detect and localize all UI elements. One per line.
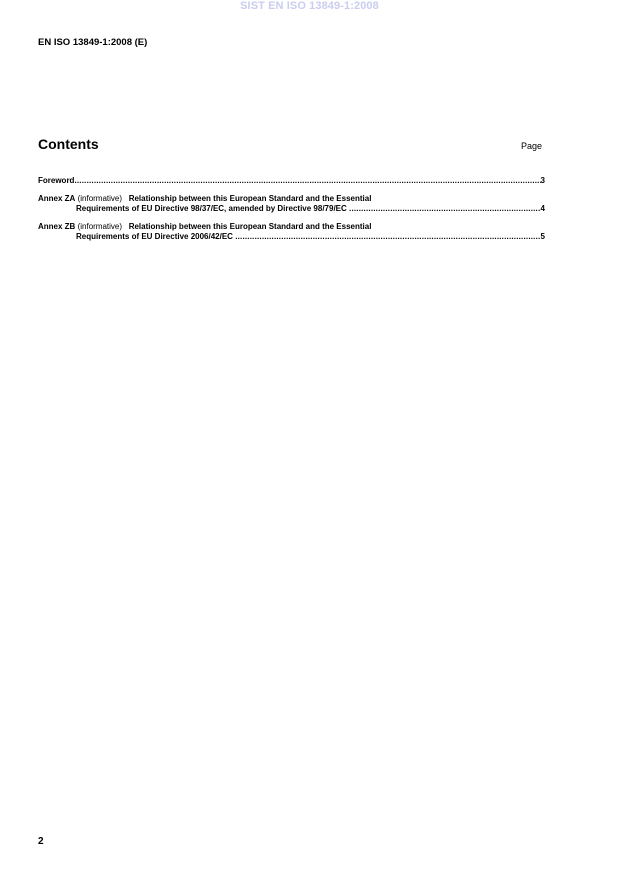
toc-entry-title: Relationship between this European Standard and the Essential <box>128 194 372 203</box>
toc-entry-annex-zb[interactable] <box>38 222 545 242</box>
leader-dots <box>235 232 540 242</box>
toc-entry-annex-za[interactable] <box>38 194 545 214</box>
toc-entry-label: Annex ZA <box>38 194 76 203</box>
toc-page-number: 3 <box>540 176 545 185</box>
toc-entry-label: Foreword <box>38 176 75 185</box>
contents-title: Contents <box>38 136 99 152</box>
toc-entry-foreword[interactable] <box>38 176 545 186</box>
table-of-contents <box>38 176 545 250</box>
toc-page-number: 4 <box>540 204 545 213</box>
toc-entry-title-continued: Requirements of EU Directive 2006/42/EC <box>76 232 233 241</box>
toc-page-number: 5 <box>540 232 545 241</box>
toc-entry-label: Annex ZB <box>38 222 76 231</box>
footer-page-number: 2 <box>38 836 44 847</box>
toc-entry-title-continued: Requirements of EU Directive 98/37/EC, amended by Directive 98/79/EC <box>76 204 347 213</box>
page-column-label: Page <box>521 141 543 151</box>
leader-dots <box>349 204 541 214</box>
toc-entry-title: Relationship between this European Standard and the Essential <box>128 222 372 231</box>
leader-dots <box>74 176 540 186</box>
watermark: SIST EN ISO 13849-1:2008 <box>240 0 379 12</box>
document-id-header: EN ISO 13849-1:2008 (E) <box>38 37 148 48</box>
toc-entry-qualifier: (informative) <box>77 194 123 203</box>
toc-entry-qualifier: (informative) <box>77 222 123 231</box>
